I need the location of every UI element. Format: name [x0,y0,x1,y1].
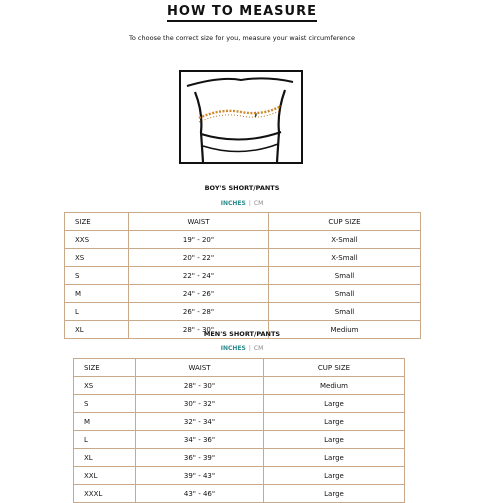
cup-size-cell: Medium [264,377,405,395]
size-cell: XS [65,249,129,267]
cup-size-cell: Large [264,467,405,485]
page-subtitle: To choose the correct size for you, measure your waist circumference [129,34,355,42]
size-cell: XL [65,321,129,339]
torso-icon [181,72,301,162]
waist-cell: 30" - 32" [136,395,264,413]
size-cell: XXXL [74,485,136,503]
waist-cell: 26" - 28" [129,303,269,321]
size-cell: S [65,267,129,285]
mens-size-table [73,358,405,503]
mens-unit-cm[interactable]: CM [253,345,264,352]
column-header-cup-size: CUP SIZE [264,359,405,377]
page-title: HOW TO MEASURE [0,4,484,19]
table-row [65,231,421,249]
table-row [74,431,405,449]
waist-cell: 28" - 30" [129,321,269,339]
table-row [74,377,405,395]
column-header-size: SIZE [74,359,136,377]
boys-unit-cm[interactable]: CM [253,200,264,207]
cup-size-cell: Large [264,431,405,449]
table-row [65,303,421,321]
waist-cell: 34" - 36" [136,431,264,449]
boys-unit-inches[interactable]: INCHES [220,200,246,207]
cup-size-cell: Medium [269,321,421,339]
waist-cell: 39" - 43" [136,467,264,485]
table-row [65,267,421,285]
waist-cell: 28" - 30" [136,377,264,395]
table-row [65,249,421,267]
size-cell: XXL [74,467,136,485]
waist-measuring-tape-illustration [179,70,303,164]
cup-size-cell: X-Small [269,231,421,249]
column-header-size: SIZE [65,213,129,231]
table-row [74,449,405,467]
cup-size-cell: Large [264,449,405,467]
boys-unit-toggle[interactable] [0,200,484,207]
table-row [74,395,405,413]
table-row [74,413,405,431]
boys-section-title: BOY'S SHORT/PANTS [204,184,280,192]
mens-section-title: MEN'S SHORT/PANTS [203,330,281,338]
table-header-row [74,359,405,377]
boys-unit-separator: | [248,200,251,207]
size-cell: XL [74,449,136,467]
boys-size-table [64,212,421,339]
waist-cell: 20" - 22" [129,249,269,267]
waist-cell: 19" - 20" [129,231,269,249]
cup-size-cell: Small [269,267,421,285]
table-header-row [65,213,421,231]
size-cell: L [74,431,136,449]
table-row [74,467,405,485]
cup-size-cell: Small [269,285,421,303]
mens-unit-toggle[interactable] [0,345,484,352]
waist-cell: 22" - 24" [129,267,269,285]
size-cell: L [65,303,129,321]
waist-cell: 24" - 26" [129,285,269,303]
cup-size-cell: Small [269,303,421,321]
size-cell: XXS [65,231,129,249]
waist-cell: 43" - 46" [136,485,264,503]
table-row [65,285,421,303]
cup-size-cell: X-Small [269,249,421,267]
column-header-waist: WAIST [136,359,264,377]
table-row [74,485,405,503]
cup-size-cell: Large [264,413,405,431]
waist-cell: 32" - 34" [136,413,264,431]
size-cell: XS [74,377,136,395]
size-cell: M [74,413,136,431]
cup-size-cell: Large [264,485,405,503]
waist-cell: 36" - 39" [136,449,264,467]
size-cell: S [74,395,136,413]
size-cell: M [65,285,129,303]
mens-unit-inches[interactable]: INCHES [220,345,246,352]
mens-unit-separator: | [248,345,251,352]
column-header-cup-size: CUP SIZE [269,213,421,231]
cup-size-cell: Large [264,395,405,413]
column-header-waist: WAIST [129,213,269,231]
